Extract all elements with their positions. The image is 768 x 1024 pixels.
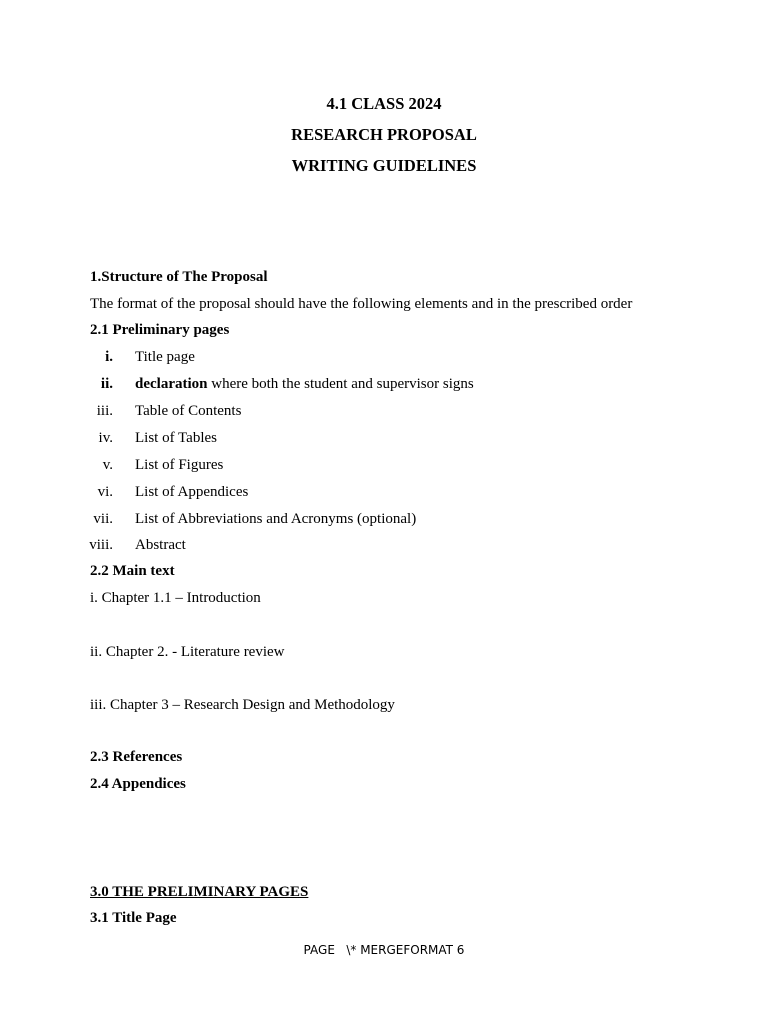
- section-3-heading: 3.0 THE PRELIMINARY PAGES: [90, 884, 309, 900]
- doc-title-line-2: RESEARCH PROPOSAL: [291, 125, 477, 144]
- list-item-numeral: i.: [105, 349, 113, 365]
- list-item: Title page: [135, 349, 195, 365]
- list-item-numeral: vi.: [97, 484, 113, 500]
- list-item: List of Tables: [135, 430, 217, 446]
- list-item: [135, 374, 474, 394]
- list-item: Table of Contents: [135, 403, 242, 419]
- section-1-heading: 1.Structure of The Proposal: [90, 269, 268, 285]
- list-item-numeral: v.: [102, 457, 113, 473]
- section-3-1-heading: 3.1 Title Page: [90, 910, 177, 926]
- chapter-line: iii. Chapter 3 – Research Design and Methodology: [90, 697, 395, 713]
- list-item: List of Abbreviations and Acronyms (optional): [135, 511, 417, 527]
- page-footer-field: PAGE \* MERGEFORMAT 6: [303, 943, 465, 957]
- chapter-line: i. Chapter 1.1 – Introduction: [90, 590, 261, 606]
- doc-title-line-1: 4.1 CLASS 2024: [326, 94, 442, 113]
- section-1-intro: The format of the proposal should have the following elements and in the prescribed order: [90, 296, 633, 312]
- declaration-term: declaration: [135, 376, 208, 392]
- section-2-4-heading: 2.4 Appendices: [90, 776, 186, 792]
- list-item-numeral: iv.: [98, 430, 113, 446]
- list-item-numeral: iii.: [96, 403, 113, 419]
- doc-title-line-3: WRITING GUIDELINES: [291, 156, 477, 175]
- list-item-numeral: viii.: [89, 537, 113, 553]
- section-2-2-heading: 2.2 Main text: [90, 563, 175, 579]
- list-item-numeral: vii.: [93, 511, 113, 527]
- chapter-line: ii. Chapter 2. - Literature review: [90, 644, 285, 660]
- list-item-numeral: ii.: [100, 376, 113, 392]
- list-item: List of Appendices: [135, 484, 249, 500]
- list-item: List of Figures: [135, 457, 224, 473]
- section-2-1-heading: 2.1 Preliminary pages: [90, 322, 230, 338]
- list-item: Abstract: [135, 537, 186, 553]
- section-2-3-heading: 2.3 References: [90, 749, 183, 765]
- declaration-description: where both the student and supervisor signs: [207, 376, 474, 392]
